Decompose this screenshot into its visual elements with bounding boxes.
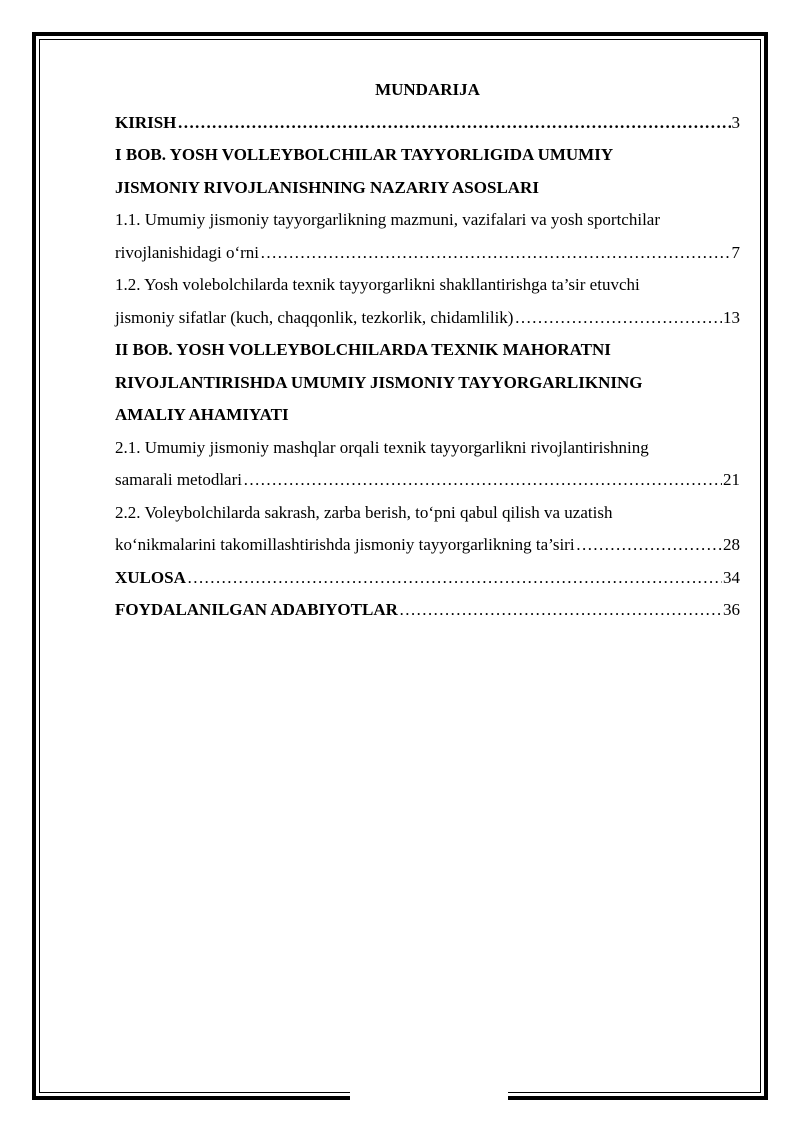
chapter-1-heading-line1: I BOB. YOSH VOLLEYBOLCHILAR TAYYORLIGIDA UMUMIY bbox=[115, 145, 614, 164]
toc-entry-label: rivojlanishidagi o‘rni bbox=[115, 242, 260, 262]
dot-leader bbox=[243, 464, 722, 497]
toc-page-number: 13 bbox=[723, 307, 740, 327]
chapter-2-heading-line3: AMALIY AHAMIYATI bbox=[115, 405, 289, 424]
chapter-1-heading bbox=[115, 139, 740, 204]
chapter-1-heading-line2: JISMONIY RIVOJLANISHNING NAZARIY ASOSLARI bbox=[115, 177, 539, 197]
dot-leader bbox=[576, 529, 722, 562]
toc-entry-label: XULOSA bbox=[115, 567, 186, 587]
toc-title: MUNDARIJA bbox=[375, 80, 480, 99]
toc-entry-2-2-line1: 2.2. Voleybolchilarda sakrash, zarba berish, to‘pni qabul qilish va uzatish bbox=[115, 502, 613, 522]
dot-leader bbox=[177, 107, 730, 140]
toc-page-number: 21 bbox=[723, 470, 740, 489]
toc-entry-kirish bbox=[115, 107, 740, 140]
table-of-contents bbox=[115, 74, 740, 627]
toc-entry-xulosa bbox=[115, 562, 740, 595]
toc-entry-1-2-line1: 1.2. Yosh volebolchilarda texnik tayyorgarlikni shakllantirishga ta’sir etuvchi bbox=[115, 275, 640, 294]
chapter-2-heading bbox=[115, 334, 740, 432]
toc-page-number: 7 bbox=[731, 242, 740, 262]
toc-entry-label: ko‘nikmalarini takomillashtirishda jismoniy tayyorgarlikning ta’siri bbox=[115, 535, 575, 554]
dot-leader bbox=[399, 594, 722, 627]
toc-entry-label: jismoniy sifatlar (kuch, chaqqonlik, tezkorlik, chidamlilik) bbox=[115, 307, 514, 327]
toc-entry-1-2 bbox=[115, 302, 740, 335]
dot-leader bbox=[514, 302, 722, 335]
toc-entry-1-1-line1: 1.1. Umumiy jismoniy tayyorgarlikning mazmuni, vazifalari va yosh sportchilar bbox=[115, 210, 660, 229]
toc-entry-label: KIRISH bbox=[115, 112, 177, 132]
dot-leader bbox=[260, 237, 730, 270]
chapter-2-heading-line2: RIVOJLANTIRISHDA UMUMIY JISMONIY TAYYORGARLIKNING bbox=[115, 372, 643, 392]
dot-leader bbox=[187, 562, 722, 595]
toc-page-number: 3 bbox=[731, 112, 740, 132]
toc-entry-label: FOYDALANILGAN ADABIYOTLAR bbox=[115, 600, 398, 619]
chapter-2-heading-line1: II BOB. YOSH VOLLEYBOLCHILARDA TEXNIK MAHORATNI bbox=[115, 340, 611, 359]
toc-page-number: 28 bbox=[723, 535, 740, 554]
toc-entry-2-1 bbox=[115, 464, 740, 497]
toc-entry-2-2 bbox=[115, 529, 740, 562]
toc-page-number: 34 bbox=[723, 567, 740, 587]
toc-page-number: 36 bbox=[723, 600, 740, 619]
toc-entry-1-1 bbox=[115, 237, 740, 270]
toc-entry-adabiyotlar bbox=[115, 594, 740, 627]
toc-entry-2-1-line1: 2.1. Umumiy jismoniy mashqlar orqali texnik tayyorgarlikni rivojlantirishning bbox=[115, 437, 649, 457]
border-gap bbox=[350, 1086, 508, 1104]
toc-entry-label: samarali metodlari bbox=[115, 470, 242, 489]
